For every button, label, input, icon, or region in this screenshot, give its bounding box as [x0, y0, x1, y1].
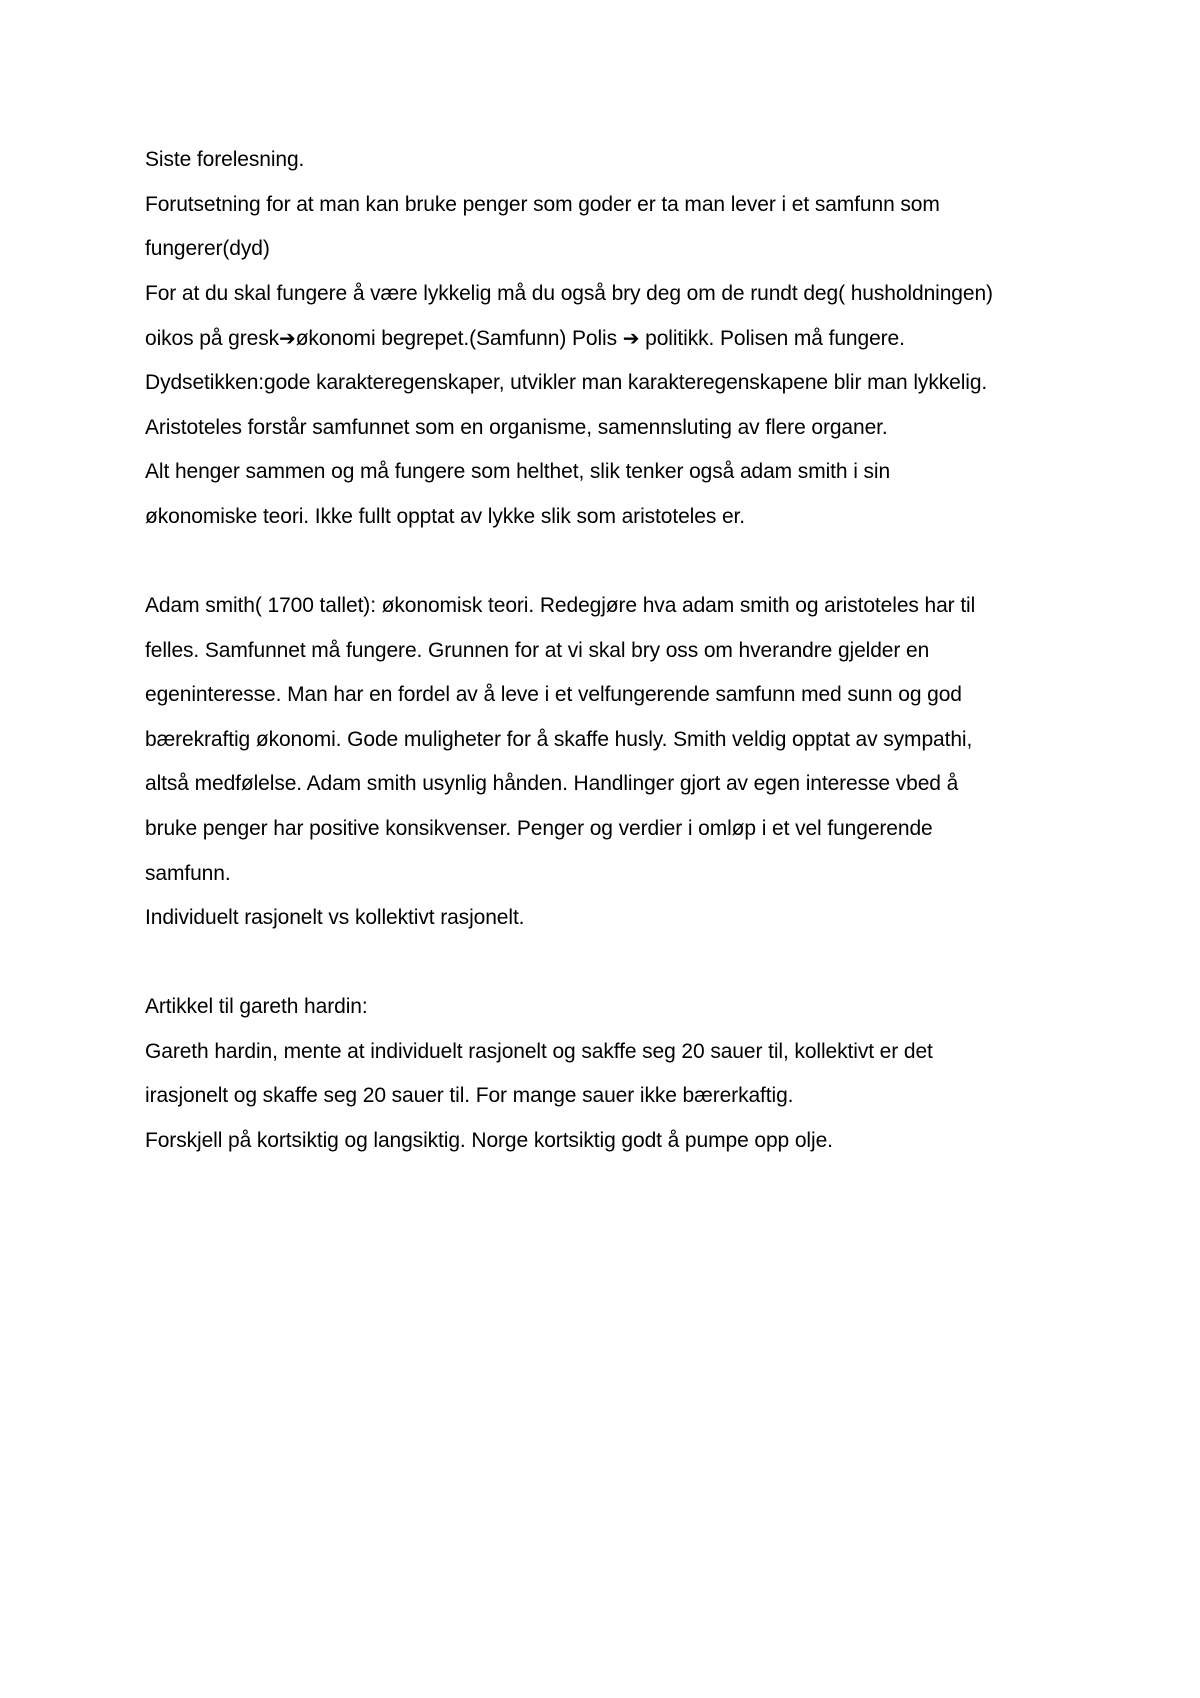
text-line-oikos — [145, 316, 1065, 361]
text-line: altså medfølelse. Adam smith usynlig hånden. Handlinger gjort av egen interesse vbed å — [145, 772, 959, 796]
text-line: irasjonelt og skaffe seg 20 sauer til. For mange sauer ikke bærerkaftig. — [145, 1084, 794, 1108]
section-heading: Artikkel til gareth hardin: — [145, 995, 368, 1019]
text-line: felles. Samfunnet må fungere. Grunnen for at vi skal bry oss om hverandre gjelder en — [145, 638, 930, 662]
paragraph-spacer — [145, 539, 1065, 584]
text-line: Aristoteles forstår samfunnet som en organisme, samennsluting av flere organer. — [145, 415, 888, 439]
paragraph-spacer — [145, 941, 1065, 986]
text-line: bærekraftig økonomi. Gode muligheter for å skaffe husly. Smith veldig opptat av sympathi, — [145, 727, 973, 751]
document-body — [145, 138, 1065, 1164]
text-line: samfunn. — [145, 861, 231, 885]
text-line: Forskjell på kortsiktig og langsiktig. Norge kortsiktig godt å pumpe opp olje. — [145, 1129, 833, 1153]
text-line: Individuelt rasjonelt vs kollektivt rasjonelt. — [145, 906, 525, 930]
document-title: Siste forelesning. — [145, 148, 305, 171]
text-line: Gareth hardin, mente at individuelt rasjonelt og sakffe seg 20 sauer til, kollektivt er det — [145, 1039, 933, 1063]
text-line: fungerer(dyd) — [145, 237, 270, 261]
arrow-right-icon: ➔ — [622, 326, 640, 351]
text-line: økonomiske teori. Ikke fullt opptat av lykke slik som aristoteles er. — [145, 504, 745, 528]
text-line: Dydsetikken:gode karakteregenskaper, utvikler man karakteregenskapene blir man lykkelig. — [145, 370, 988, 394]
text-line: Adam smith( 1700 tallet): økonomisk teori. Redegjøre hva adam smith og aristoteles har til — [145, 593, 976, 617]
text-segment: økonomi begrepet.(Samfunn) Polis — [295, 327, 623, 351]
text-line: bruke penger har positive konsikvenser. Penger og verdier i omløp i et vel fungerende — [145, 816, 933, 840]
text-line: Forutsetning for at man kan bruke penger som goder er ta man lever i et samfunn som — [145, 192, 940, 216]
text-segment: oikos på gresk — [145, 327, 280, 351]
text-line: Alt henger sammen og må fungere som helthet, slik tenker også adam smith i sin — [145, 460, 891, 484]
text-line: For at du skal fungere å være lykkelig må du også bry deg om de rundt deg( husholdningen) — [145, 281, 993, 305]
text-line: egeninteresse. Man har en fordel av å leve i et velfungerende samfunn med sunn og god — [145, 683, 962, 707]
arrow-right-icon: ➔ — [279, 326, 296, 351]
text-segment: politikk. Polisen må fungere. — [639, 327, 905, 351]
